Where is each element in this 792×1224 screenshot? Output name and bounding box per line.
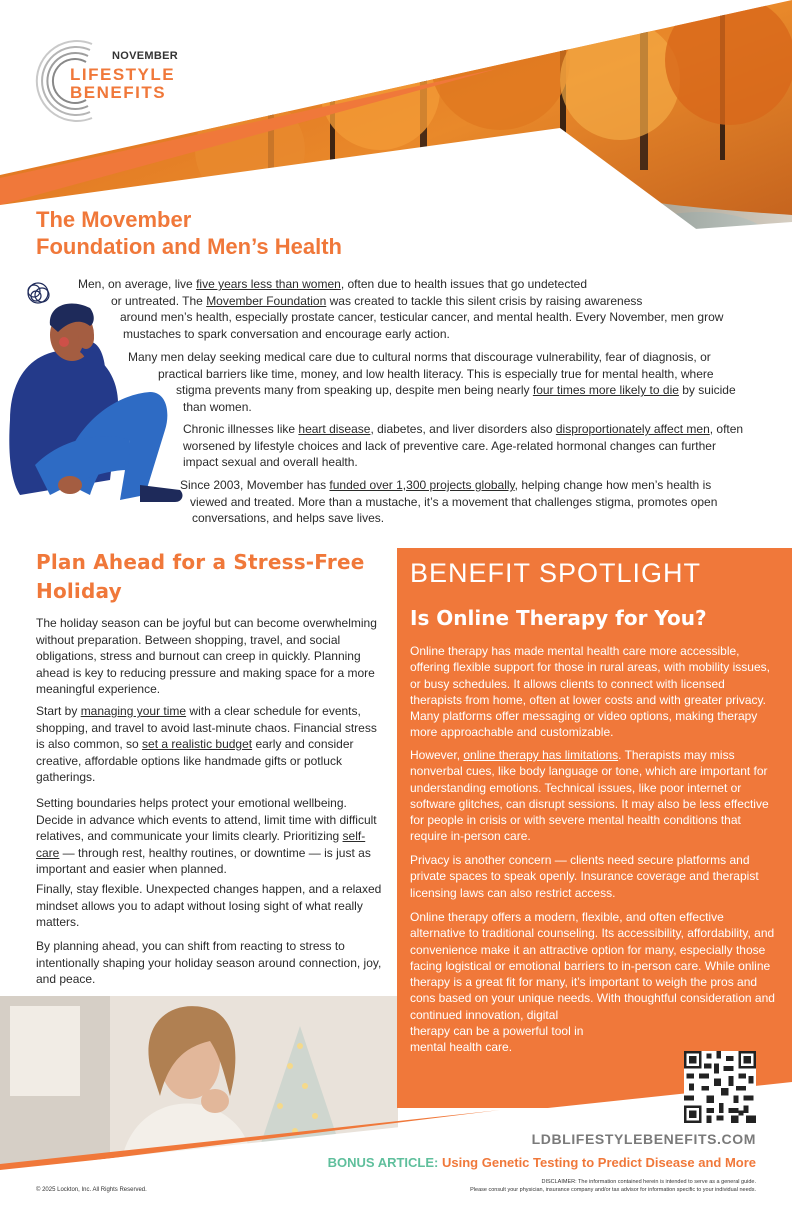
lifestyle-benefits-logo [32, 36, 192, 126]
link-movember-foundation[interactable]: Movember Foundation [206, 293, 327, 308]
bonus-article-link[interactable] [328, 1155, 756, 1170]
article2-title [36, 548, 391, 606]
spotlight-title: Is Online Therapy for You? [410, 606, 707, 630]
link-four-times[interactable]: four times more likely to die [532, 383, 679, 397]
bonus-label: BONUS ARTICLE: [327, 1155, 439, 1170]
link-five-years[interactable]: five years less than women [196, 277, 341, 291]
copyright-text: © 2025 Lockton, Inc. All Rights Reserved. [36, 1187, 147, 1193]
spotlight-paragraph-1: Online therapy has made mental health care more accessible, offering flexible support for those in rural areas, with mobility issues, or busy schedules. It allows clients to connect with licensed therapists from home, often at lower costs and with greater privacy. Many platforms offer messaging or video options, making therapy more approachable and customizable. [410, 644, 770, 740]
link-self-care[interactable]: self-care [36, 829, 366, 860]
article2-paragraph-4: Finally, stay flexible. Unexpected changes happen, and a relaxed mindset allows you to adapt without losing sight of what really matters. [36, 882, 382, 929]
logo-month: NOVEMBER [112, 50, 178, 62]
a1p4-line3: conversations, and helps save lives. [192, 511, 385, 525]
a1p1-line3: around men’s health, especially prostate cancer, testicular cancer, and mental health. Every November, men grow [120, 310, 724, 324]
link-funded-projects[interactable]: funded over 1,300 projects globally [329, 478, 515, 492]
a1p1-line4: mustaches to spark conversation and encourage early action. [123, 326, 450, 341]
bonus-title: Using Genetic Testing to Predict Disease and More [442, 1155, 756, 1170]
article2-paragraph-1: The holiday season can be joyful but can become overwhelming without preparation. Between shopping, travel, and social obligations, stress and burnout can creep in quickly. Planning ahead is key to reducing pressure and making space for a more meaningful experience. [36, 616, 377, 696]
spotlight-paragraph-2: However, online therapy has limitations. Therapists may miss nonverbal cues, like body language or tone, which are important for understanding emotions. Technical issues, like poor internet or software glitches, can disrupt sessions. It may also be less effective for people in crisis or with severe mental health conditions that require in-person care. [410, 748, 769, 844]
a1p4-line2: viewed and treated. More than a mustache, it’s a movement that challenges stigma, promotes open [190, 494, 718, 509]
a1p2-line3: stigma prevents many from speaking up, despite men being nearly four times more likely to die by suicide [176, 383, 736, 397]
disclaimer-text: DISCLAIMER: The information contained herein is intended to serve as a general guide. Please consult your physician, insurance company and/or tax advisor for information specific to your individual needs. [470, 1179, 756, 1193]
article1-title [36, 206, 456, 260]
spotlight-kicker: BENEFIT SPOTLIGHT [410, 558, 702, 588]
article1-title-line1: The Movember [36, 207, 192, 232]
a1p3-line3: impact sexual and overall health. [183, 455, 358, 469]
a1p1-line1: Men, on average, live five years less than women, often due to health issues that go undetected [78, 277, 587, 291]
a1p4-line1: Since 2003, Movember has funded over 1,300 projects globally, helping change how men’s health is [180, 478, 712, 492]
logo-line2: BENEFITS [70, 83, 167, 102]
article2-paragraph-2: Start by managing your time with a clear schedule for events, shopping, and travel to avoid last-minute chaos. Financial stress is also common, so set a realistic budget early and consider creative, affordable options like handmade gifts or potluck gatherings. [36, 704, 377, 784]
article2-title-line2: Holiday [36, 579, 122, 603]
a1p1-line2: or untreated. The Movember Foundation was created to tackle this silent crisis by raising awareness [111, 293, 643, 308]
article1-paragraph-4 [180, 477, 717, 527]
article1-paragraph-3 [183, 421, 743, 471]
article1-paragraph-2 [128, 349, 736, 415]
logo-line1: LIFESTYLE [70, 65, 176, 84]
spotlight-paragraph-3: Privacy is another concern — clients need secure platforms and private spaces to speak openly. Insurance coverage and therapist licensing laws can also restrict access. [410, 853, 759, 900]
link-managing-time[interactable]: managing your time [80, 704, 187, 718]
benefit-spotlight-panel [397, 548, 792, 1108]
article2-title-line1: Plan Ahead for a Stress-Free [36, 550, 365, 574]
website-url-link[interactable]: LDBLIFESTYLEBENEFITS.COM [531, 1131, 756, 1147]
a1p2-line1: Many men delay seeking medical care due to cultural norms that discourage vulnerability, fear of diagnosis, or [128, 350, 711, 364]
article2-paragraph-3: Setting boundaries helps protect your emotional wellbeing. Decide in advance which events to attend, limit time with difficult relatives, and communicate your limits clearly. Prioritizing self-care — through rest, healthy routines, or downtime — is just as important and easier when planned. [36, 796, 377, 876]
a1p3-line1: Chronic illnesses like heart disease, diabetes, and liver disorders also disproportionately affect men, often [183, 422, 744, 436]
qr-code-icon[interactable] [684, 1051, 756, 1123]
article1-paragraph-1 [78, 276, 723, 342]
spotlight-paragraph-4: Online therapy offers a modern, flexible, and often effective alternative to traditional counseling. Its accessibility, affordability, and convenience make it an attractive option for many, especially those facing logistical or emotional barriers to in-person care. While online therapy is a great fit for many, it’s important to weigh the pros and cons based on your unique needs. With thoughtful consideration and continued innovation, digital therapy can be a powerful tool in mental health care. [410, 910, 775, 1055]
article1-title-line2: Foundation and Men’s Health [36, 234, 342, 259]
a1p2-line4: than women. [183, 399, 252, 414]
scribble-thought-icon [28, 283, 49, 303]
link-disproportionately[interactable]: disproportionately affect men [555, 422, 710, 436]
link-heart-disease[interactable]: heart disease [298, 422, 371, 436]
article2-paragraph-5: By planning ahead, you can shift from reacting to stress to intentionally shaping your holiday season around connection, joy, and peace. [36, 939, 382, 986]
link-realistic-budget[interactable]: set a realistic budget [142, 737, 253, 751]
a1p3-line2: worsened by lifestyle choices and lack of preventive care. Age-related hormonal changes can further [183, 438, 716, 453]
a1p2-line2: practical barriers like time, money, and low health literacy. This is especially true for mental health, where [158, 366, 714, 381]
link-online-therapy-limitations[interactable]: online therapy has limitations [463, 748, 619, 762]
